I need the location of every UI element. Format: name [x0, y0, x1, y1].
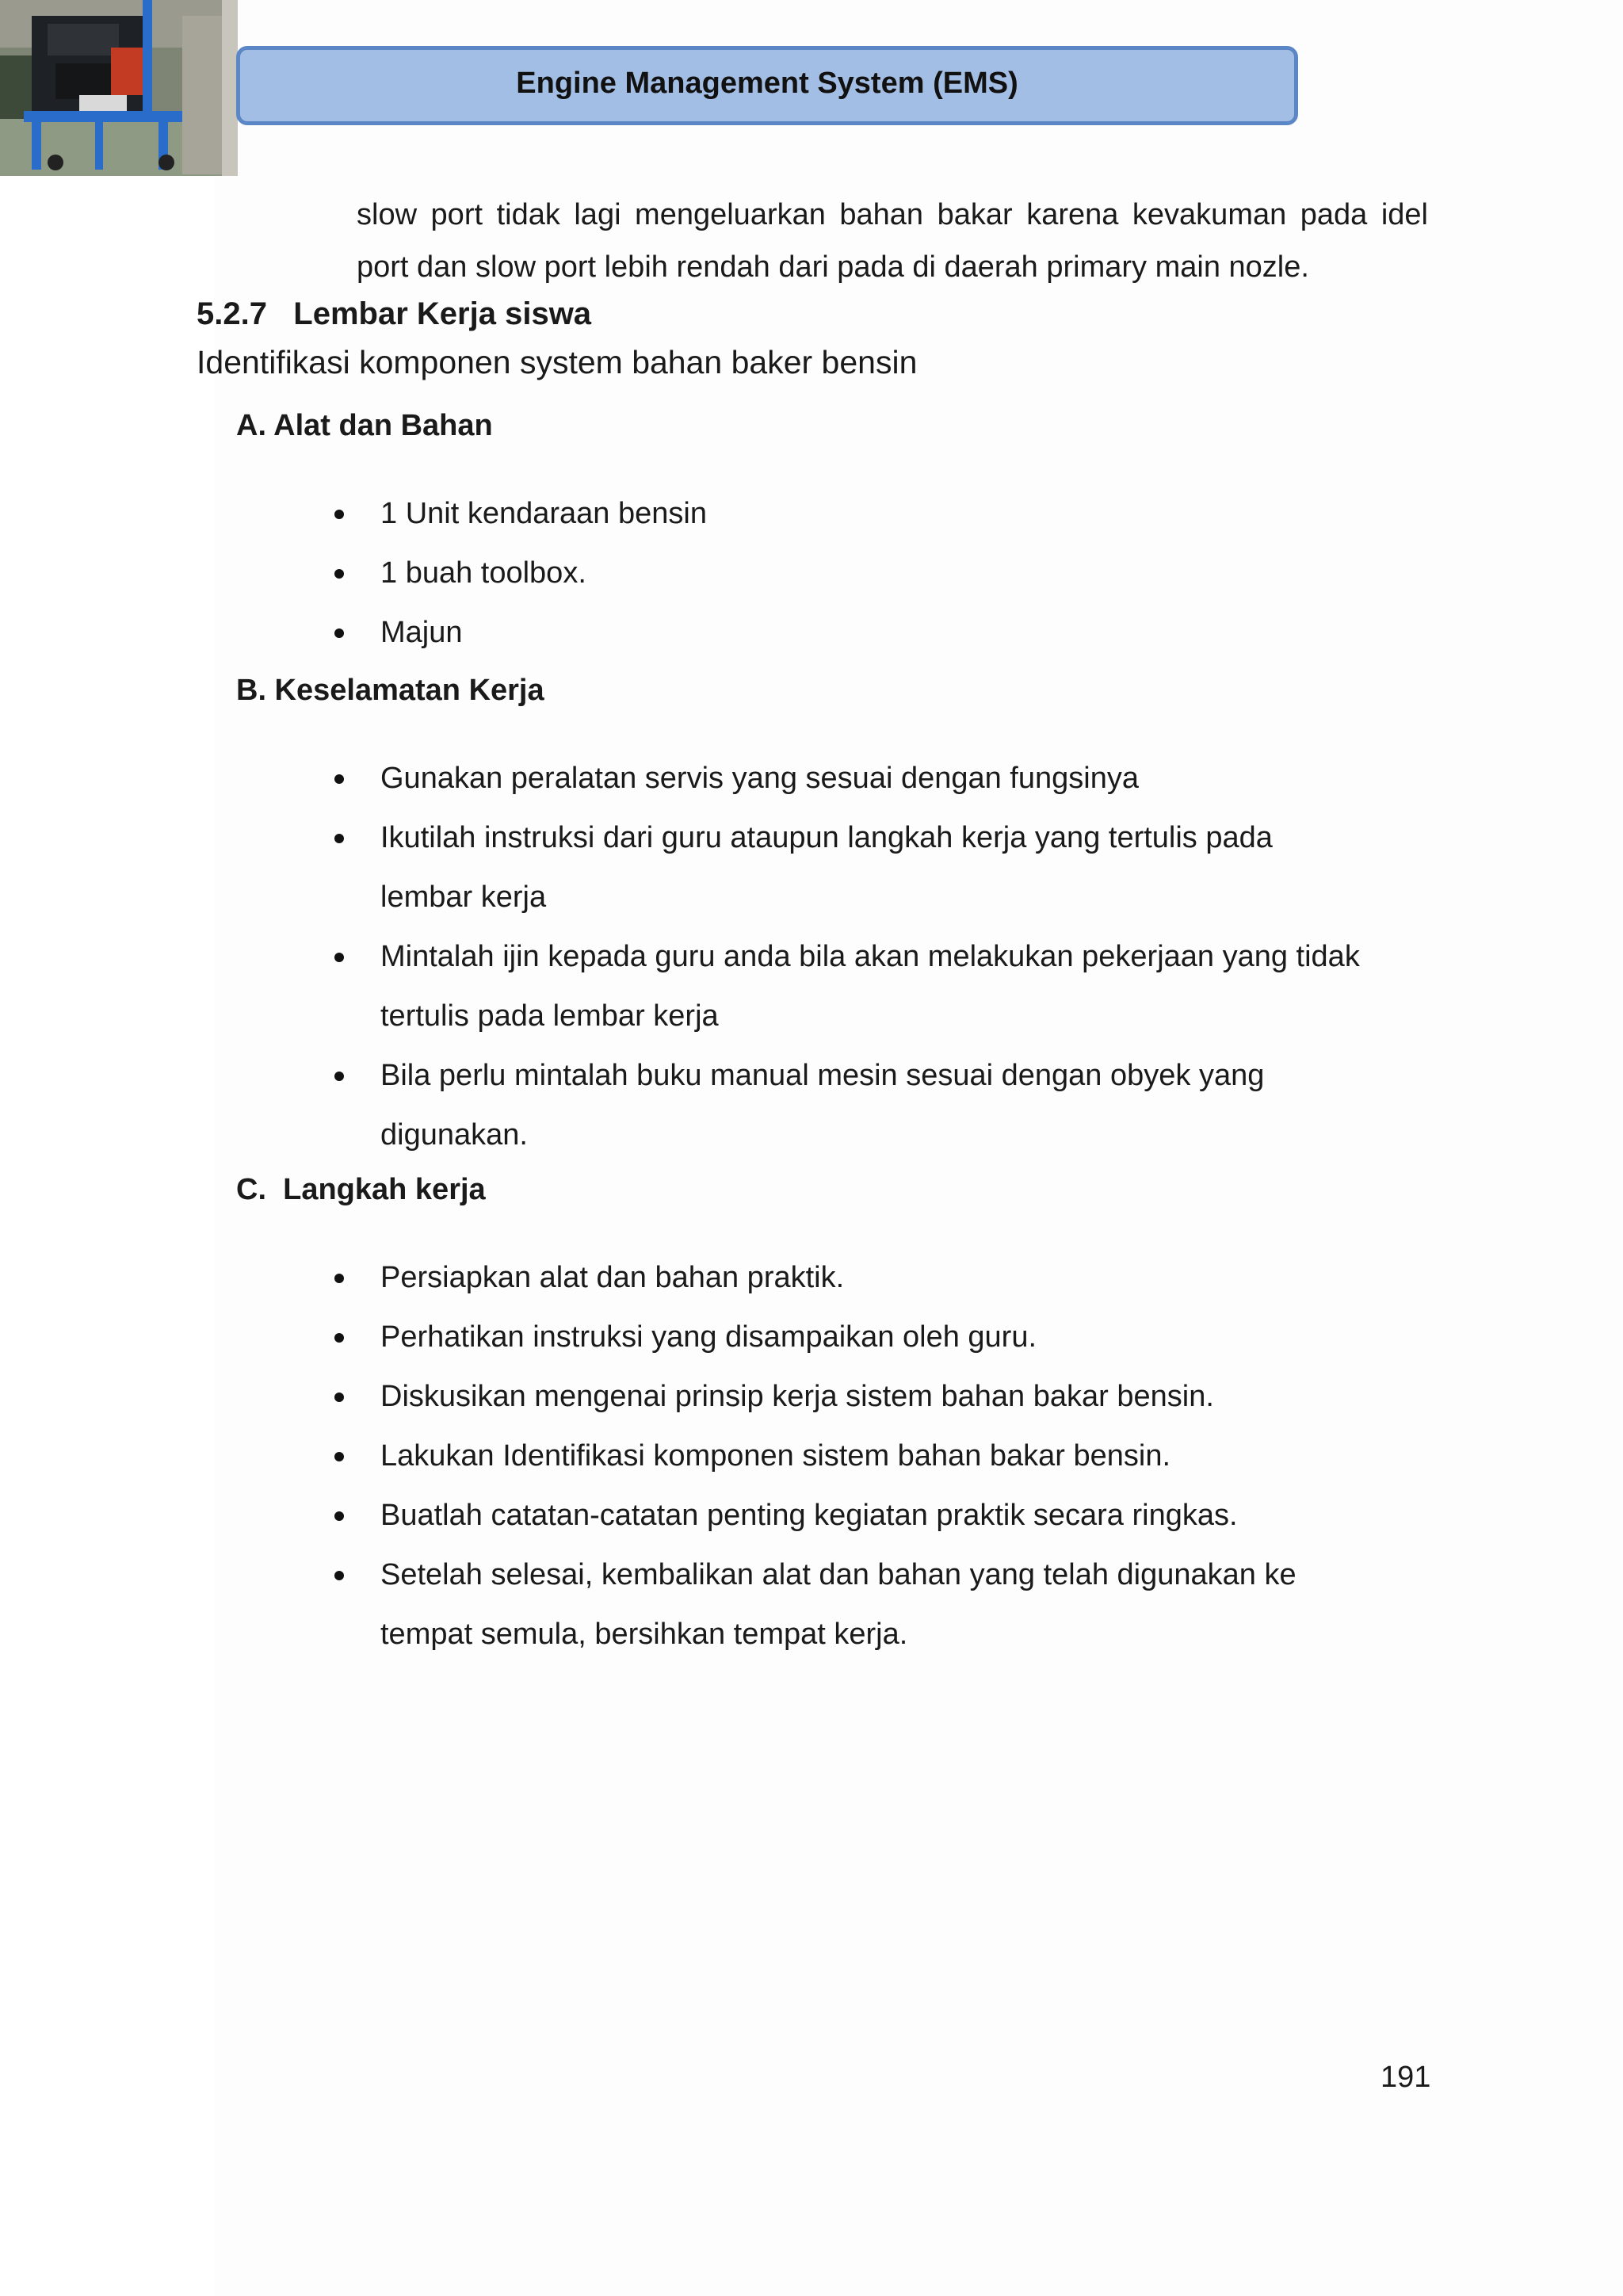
- list-item-text: Perhatikan instruksi yang disampaikan oleh guru.: [380, 1320, 1037, 1354]
- bullet-icon: [334, 953, 344, 962]
- bullet-icon: [334, 628, 344, 638]
- list-item: [325, 1308, 1434, 1367]
- engine-trainer-photo: [0, 0, 238, 176]
- bullet-icon: [334, 774, 344, 784]
- intro-paragraph: slow port tidak lagi mengeluarkan bahan bakar karena kevakuman pada idel port dan slow port lebih rendah dari pada di daerah primary main nozle.: [357, 198, 1428, 284]
- section-subtitle: Identifikasi komponen system bahan baker bensin: [197, 344, 918, 380]
- list-keselamatan-kerja: [325, 749, 1419, 1165]
- list-item: [325, 1248, 1434, 1308]
- list-item: [325, 927, 1387, 1046]
- heading-langkah-kerja: C. Langkah kerja: [236, 1173, 486, 1206]
- list-item-text: 1 buah toolbox.: [380, 556, 586, 590]
- bullet-icon: [334, 834, 344, 843]
- bullet-icon: [334, 510, 344, 519]
- list-item: [325, 1427, 1434, 1486]
- list-item-text: Mintalah ijin kepada guru anda bila akan melakukan pekerjaan yang tidak tertulis pada lembar kerja: [380, 940, 1360, 1033]
- list-item: [325, 1545, 1387, 1664]
- list-item: [325, 603, 1434, 663]
- list-item-text: Bila perlu mintalah buku manual mesin sesuai dengan obyek yang digunakan.: [380, 1059, 1265, 1152]
- list-langkah-kerja: [325, 1248, 1434, 1664]
- heading-keselamatan-kerja: B. Keselamatan Kerja: [236, 674, 544, 707]
- list-item: [325, 544, 1434, 603]
- bullet-icon: [334, 1571, 344, 1580]
- list-item: [325, 808, 1363, 927]
- list-item: [325, 749, 1419, 808]
- section-heading: 5.2.7 Lembar Kerja siswa: [197, 296, 592, 331]
- bullet-icon: [334, 1072, 344, 1081]
- list-item: [325, 1486, 1434, 1545]
- page-number: 191: [1381, 2061, 1431, 2094]
- header-title: Engine Management System (EMS): [516, 66, 1018, 100]
- list-item: [325, 484, 1434, 544]
- list-item: [325, 1367, 1434, 1427]
- bullet-icon: [334, 1274, 344, 1283]
- list-alat-dan-bahan: [325, 484, 1434, 663]
- bullet-icon: [334, 569, 344, 579]
- list-item-text: Lakukan Identifikasi komponen sistem bahan bakar bensin.: [380, 1439, 1171, 1473]
- list-item-text: Ikutilah instruksi dari guru ataupun langkah kerja yang tertulis pada lembar kerja: [380, 821, 1273, 914]
- list-item-text: Gunakan peralatan servis yang sesuai dengan fungsinya: [380, 762, 1139, 795]
- list-item-text: Setelah selesai, kembalikan alat dan bahan yang telah digunakan ke tempat semula, bersihkan tempat kerja.: [380, 1558, 1296, 1651]
- bullet-icon: [334, 1452, 344, 1461]
- header-banner: [236, 46, 1298, 125]
- bullet-icon: [334, 1392, 344, 1402]
- list-item: [325, 1046, 1331, 1165]
- list-item-text: Persiapkan alat dan bahan praktik.: [380, 1261, 845, 1294]
- bullet-icon: [334, 1333, 344, 1343]
- list-item-text: Majun: [380, 616, 463, 649]
- bullet-icon: [334, 1511, 344, 1521]
- list-item-text: Buatlah catatan-catatan penting kegiatan praktik secara ringkas.: [380, 1499, 1238, 1532]
- list-item-text: 1 Unit kendaraan bensin: [380, 497, 707, 530]
- heading-alat-dan-bahan: A. Alat dan Bahan: [236, 409, 493, 442]
- list-item-text: Diskusikan mengenai prinsip kerja sistem bahan bakar bensin.: [380, 1380, 1214, 1413]
